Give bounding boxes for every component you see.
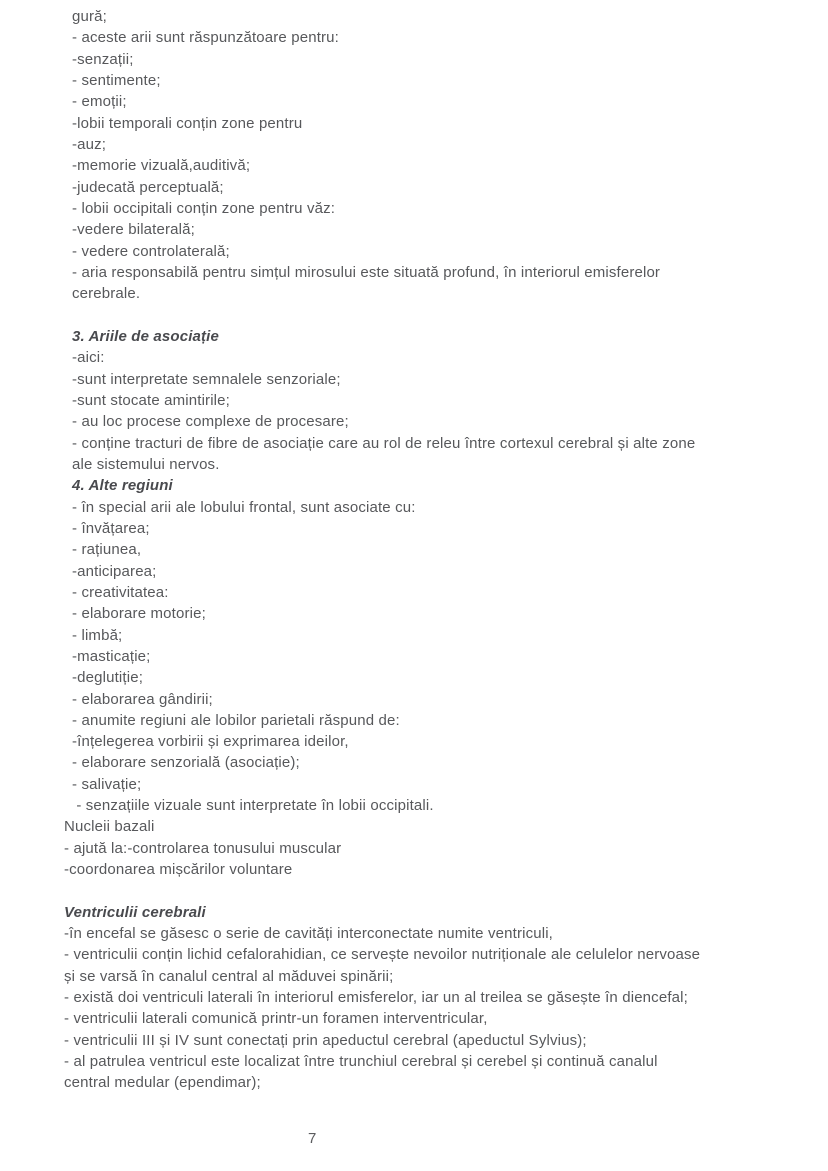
text-line: - limbă; (72, 626, 123, 644)
text-line: -judecată perceptuală; (72, 178, 224, 196)
text-line: -coordonarea mișcărilor voluntare (64, 861, 293, 879)
section-heading: 4. Alte regiuni (72, 477, 173, 495)
text-line: -senzații; (72, 50, 134, 68)
text-line: ale sistemului nervos. (72, 455, 220, 473)
text-line: - învățarea; (72, 519, 150, 537)
text-line: - aceste arii sunt răspunzătoare pentru: (72, 29, 339, 47)
blank-line (72, 880, 818, 901)
text-line: - au loc procese complexe de procesare; (72, 413, 349, 431)
text-line: -memorie vizuală,auditivă; (72, 157, 251, 175)
text-line: - elaborarea gândirii; (72, 690, 213, 708)
text-line: - salivație; (72, 775, 142, 793)
text-line: -anticiparea; (72, 562, 157, 580)
text-line: -aici: (72, 349, 105, 367)
text-line: - în special arii ale lobului frontal, sunt asociate cu: (72, 498, 416, 516)
blank-line (72, 305, 818, 326)
text-line: - există doi ventriculi laterali în interiorul emisferelor, iar un al treilea se găsește în diencefal; (64, 989, 688, 1007)
text-line: central medular (ependimar); (64, 1074, 261, 1092)
text-line: - emoții; (72, 93, 127, 111)
text-line: - ventriculii III și IV sunt conectați prin apeductul cerebral (apeductul Sylvius); (64, 1031, 587, 1049)
section-heading: Ventriculii cerebrali (64, 903, 206, 921)
text-line: - elaborare motorie; (72, 605, 206, 623)
text-line: gură; (72, 8, 107, 25)
text-line: - lobii occipitali conțin zone pentru văz: (72, 199, 336, 217)
text-line: - conține tracturi de fibre de asociație care au rol de releu între cortexul cerebral și alte zone (72, 434, 696, 452)
text-line: - vedere controlaterală; (72, 242, 230, 260)
text-line: - creativitatea: (72, 583, 169, 601)
text-line: -deglutiție; (72, 669, 144, 687)
text-line: - anumite regiuni ale lobilor parietali răspund de: (72, 711, 400, 729)
text-line: - rațiunea, (72, 541, 142, 559)
document-body (64, 6, 818, 1094)
text-line: -sunt interpretate semnalele senzoriale; (72, 370, 341, 388)
text-line: -sunt stocate amintirile; (72, 391, 230, 409)
text-line: -auz; (72, 135, 107, 153)
section-heading: 3. Ariile de asociație (72, 327, 219, 345)
text-line: - ventriculii conțin lichid cefalorahidian, ce servește nevoilor nutriționale ale celulelor nervoase (64, 946, 701, 964)
text-line: - aria responsabilă pentru simțul mirosului este situată profund, în interiorul emisferelor (72, 263, 661, 281)
text-line: - ajută la:-controlarea tonusului muscular (64, 839, 342, 857)
page-number: 7 (308, 1130, 317, 1147)
text-line: - ventriculii laterali comunică printr-un foramen interventricular, (64, 1010, 488, 1028)
text-line: -în encefal se găsesc o serie de cavități interconectate numite ventriculi, (64, 925, 553, 943)
text-line: cerebrale. (72, 285, 141, 303)
text-line: - al patrulea ventricul este localizat între trunchiul cerebral și cerebel și continuă canalul (64, 1053, 658, 1071)
text-line: -vedere bilaterală; (72, 221, 195, 239)
text-line: -masticație; (72, 647, 151, 665)
text-line: și se varsă în canalul central al măduvei spinării; (64, 967, 394, 985)
text-line: - elaborare senzorială (asociație); (72, 754, 300, 772)
text-line: -înțelegerea vorbirii și exprimarea ideilor, (72, 733, 349, 751)
text-line: - sentimente; (72, 71, 161, 89)
text-line: - senzațiile vizuale sunt interpretate în lobii occipitali. (72, 797, 434, 815)
text-line: -lobii temporali conțin zone pentru (72, 114, 303, 132)
text-line: Nucleii bazali (64, 818, 155, 836)
